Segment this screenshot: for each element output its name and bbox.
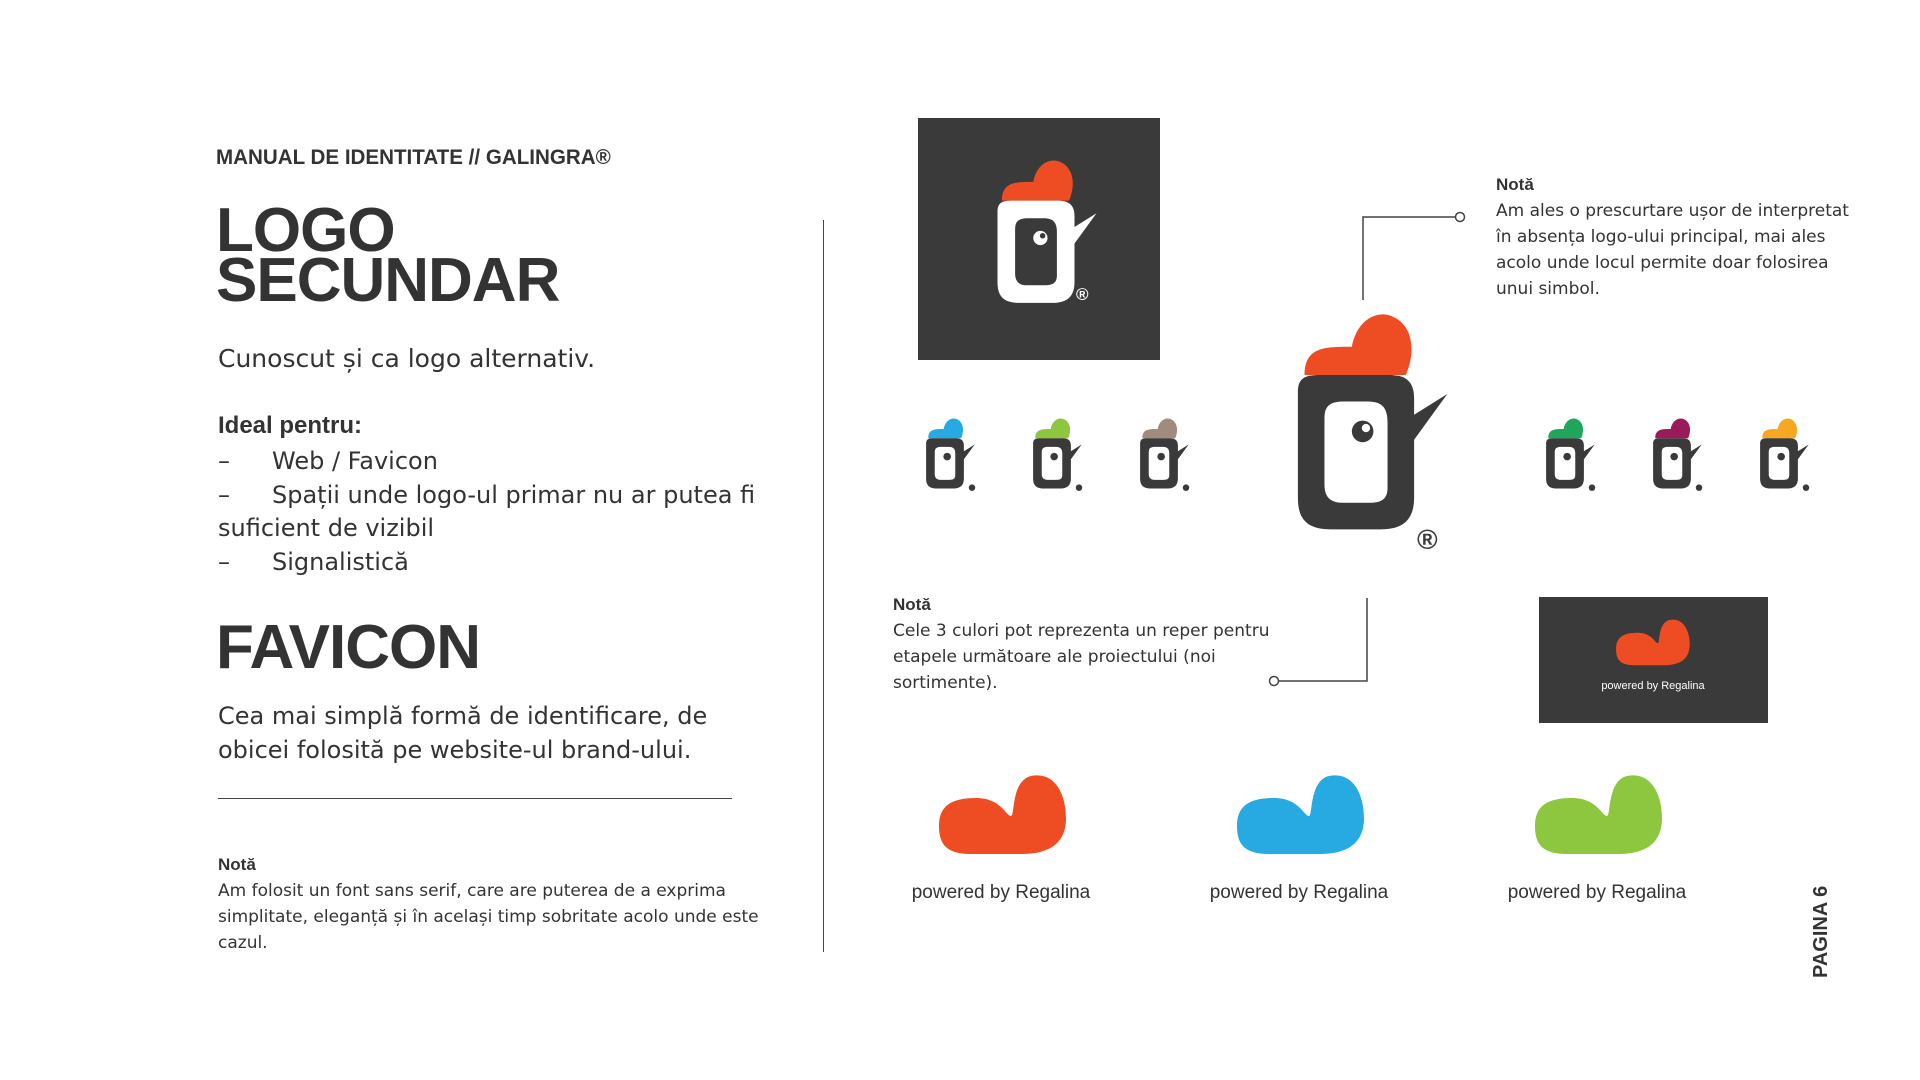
- powered-by-label: powered by Regalina: [1209, 882, 1389, 903]
- powered-by-label: powered by Regalina: [1601, 680, 1705, 692]
- note-title: Notă: [218, 855, 256, 874]
- list-item-text: Web / Favicon: [272, 447, 438, 475]
- logo-subtitle: Cunoscut și ca logo alternativ.: [218, 344, 596, 373]
- logo-variant-icon: [1760, 419, 1809, 491]
- favicon-section-title: FAVICON: [216, 613, 480, 682]
- title-line-2: SECUNDAR: [216, 246, 560, 315]
- favicon-dark-background: [1539, 597, 1768, 723]
- note-middle: [893, 592, 1273, 696]
- note-left: [218, 852, 778, 956]
- favicon-item: [1189, 778, 1409, 918]
- bullet-dash: –: [218, 547, 230, 576]
- bullet-dash: –: [218, 447, 230, 475]
- ideal-for-list: [218, 445, 778, 579]
- logo-variant-icon: [1546, 419, 1595, 491]
- favicon-green-icon: [1487, 778, 1707, 878]
- secondary-logo-main-icon: [1280, 320, 1460, 560]
- note-title: Notă: [1496, 175, 1534, 194]
- note-right-top: [1496, 172, 1856, 302]
- note-text: Am folosit un font sans serif, care are puterea de a exprima simplitate, eleganță și în același timp sobritate acolo unde este cazul.: [218, 881, 759, 953]
- powered-by-label: powered by Regalina: [911, 882, 1091, 903]
- favicon-dark-icon: [1539, 597, 1768, 723]
- note-text: Cele 3 culori pot reprezenta un reper pentru etapele următoare ale proiectului (noi sortimente).: [893, 621, 1270, 693]
- logo-variant-icon: [1653, 419, 1702, 491]
- list-item: [218, 445, 778, 479]
- logo-section-title: [216, 196, 560, 315]
- favicon-orange-icon: [891, 778, 1111, 878]
- registered-mark: ®: [1417, 524, 1438, 555]
- list-item: [218, 546, 778, 580]
- powered-by-label: powered by Regalina: [1507, 882, 1687, 903]
- title-line-1: LOGO: [216, 196, 395, 265]
- list-item-text: Signalistică: [272, 547, 409, 576]
- divider: [218, 798, 732, 799]
- note-text: Am ales o prescurtare ușor de interpretat în absența logo-ului principal, mai ales acolo unde locul permite doar folosirea unui simbol.: [1496, 201, 1849, 299]
- ideal-for-label: Ideal pentru:: [218, 412, 363, 439]
- note-title: Notă: [893, 595, 931, 614]
- logo-variants-left: [910, 418, 1200, 498]
- registered-mark: ®: [1076, 285, 1089, 304]
- favicon-item: [1487, 778, 1707, 918]
- logo-variants-right: [1530, 418, 1820, 498]
- favicon-item: [891, 778, 1111, 918]
- bullet-dash: –: [218, 480, 230, 509]
- logo-dark-background: [918, 118, 1160, 360]
- list-item: [218, 479, 778, 546]
- page-number: PAGINA 6: [1810, 885, 1832, 978]
- secondary-logo-icon: [918, 118, 1160, 360]
- logo-variant-icon: [1033, 419, 1082, 491]
- favicon-blue-icon: [1189, 778, 1409, 878]
- connector-line-middle: [1270, 598, 1380, 688]
- list-item-text: Spații unde logo-ul primar nu ar putea fi suficient de vizibil: [218, 480, 756, 542]
- document-header: MANUAL DE IDENTITATE // GALINGRA®: [216, 146, 611, 169]
- column-divider: [823, 220, 824, 952]
- logo-variant-icon: [926, 419, 975, 491]
- favicon-description: Cea mai simplă formă de identificare, de obicei folosită pe website-ul brand-ului.: [218, 702, 708, 764]
- logo-variant-icon: [1140, 419, 1189, 491]
- connector-line-top: [1360, 210, 1470, 310]
